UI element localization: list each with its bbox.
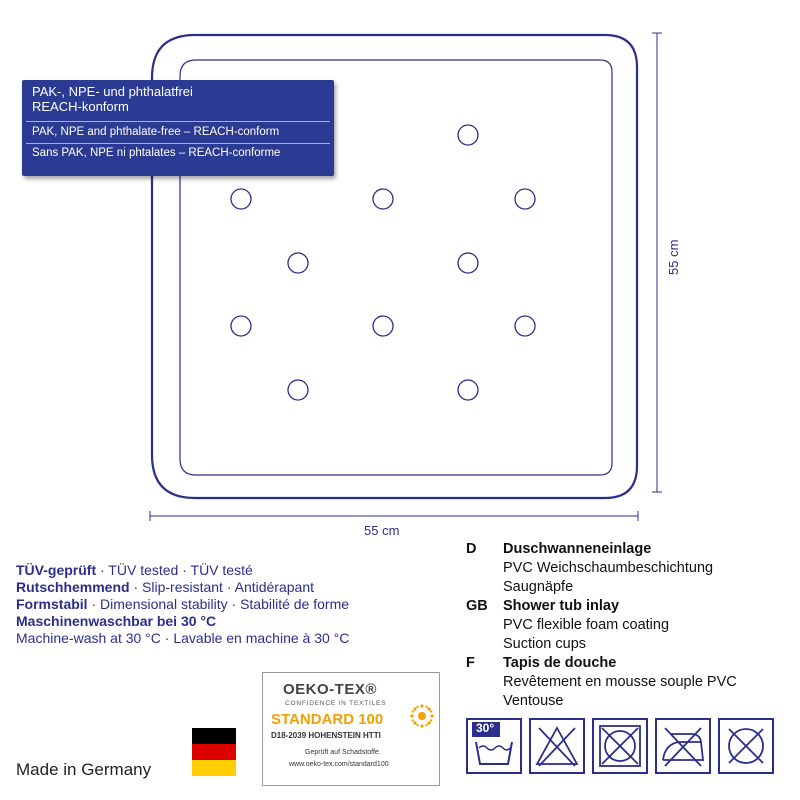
feature-bold: Formstabil — [16, 596, 88, 612]
title-gb: Shower tub inlay — [503, 598, 620, 614]
suction-cup — [515, 316, 535, 336]
feature-list — [16, 562, 349, 647]
wash-temp-label: 30° — [476, 721, 495, 735]
desc-gb-2: Suction cups — [503, 636, 587, 652]
oeko-url: www.oeko-tex.com/standard100 — [289, 761, 389, 768]
width-label: 55 cm — [364, 523, 400, 538]
banner-line-de: PAK-, NPE- und phthalatfrei — [32, 84, 193, 99]
banner-line-fr: Sans PAK, NPE ni phtalates – REACH-conforme — [32, 147, 281, 159]
feature-row — [16, 596, 349, 613]
desc-f-2: Ventouse — [503, 693, 564, 709]
desc-f-1: Revêtement en mousse souple PVC — [503, 674, 737, 690]
lang-code-de: D — [466, 541, 477, 557]
suction-cup — [288, 380, 308, 400]
wash-30-icon — [466, 718, 522, 774]
title-de: Duschwanneneinlage — [503, 541, 652, 557]
banner-divider — [26, 143, 330, 144]
feature-bold: TÜV-geprüft — [16, 562, 97, 578]
oeko-tested: Geprüft auf Schadstoffe. — [305, 749, 381, 756]
suction-cup — [373, 189, 393, 209]
feature-bold: Maschinenwaschbar bei 30 °C — [16, 613, 217, 629]
suction-cup — [515, 189, 535, 209]
height-dimension-line — [652, 33, 662, 492]
no-iron-icon — [655, 718, 711, 774]
lang-code-f: F — [466, 655, 475, 671]
height-label: 55 cm — [666, 239, 681, 275]
suction-cup — [288, 253, 308, 273]
desc-gb-1: PVC flexible foam coating — [503, 617, 670, 633]
suction-cup — [373, 316, 393, 336]
banner-divider — [26, 121, 330, 122]
certification-banner — [22, 80, 334, 176]
desc-de-2: Saugnäpfe — [503, 579, 574, 595]
feature-text: · TÜV tested · TÜV testé — [96, 562, 253, 578]
made-in-label: Made in Germany — [16, 760, 152, 779]
oeko-code: D18-2039 HOHENSTEIN HTTI — [271, 731, 381, 740]
suction-cup — [458, 125, 478, 145]
desc-de-1: PVC Weichschaumbeschichtung — [503, 560, 714, 576]
feature-bold: Rutschhemmend — [16, 579, 130, 595]
feature-text: Machine-wash at 30 °C · Lavable en machine à 30 °C — [16, 630, 350, 646]
oeko-sun-icon — [409, 703, 435, 729]
feature-row — [16, 613, 349, 630]
oeko-tagline: CONFIDENCE IN TEXTILES — [285, 700, 387, 707]
german-flag-icon — [192, 728, 236, 776]
suction-cup — [458, 253, 478, 273]
feature-row — [16, 562, 349, 579]
feature-row — [16, 579, 349, 596]
feature-text: · Dimensional stability · Stabilité de forme — [87, 596, 350, 612]
suction-cup — [458, 380, 478, 400]
no-tumble-dry-icon — [592, 718, 648, 774]
oeko-standard: STANDARD 100 — [271, 711, 384, 728]
title-f: Tapis de douche — [503, 655, 617, 671]
lang-code-gb: GB — [466, 598, 488, 614]
banner-line-en: PAK, NPE and phthalate-free – REACH-conform — [32, 126, 280, 138]
width-dimension-line — [150, 511, 638, 521]
oeko-tex-label — [262, 672, 440, 786]
no-dry-clean-icon — [718, 718, 774, 774]
suction-cup — [231, 316, 251, 336]
no-bleach-icon — [529, 718, 585, 774]
feature-text: · Slip-resistant · Antidérapant — [129, 579, 314, 595]
banner-line-de-reach: REACH-konform — [32, 99, 129, 114]
suction-cup — [231, 189, 251, 209]
feature-row — [16, 630, 349, 647]
oeko-brand: OEKO-TEX® — [283, 681, 377, 698]
